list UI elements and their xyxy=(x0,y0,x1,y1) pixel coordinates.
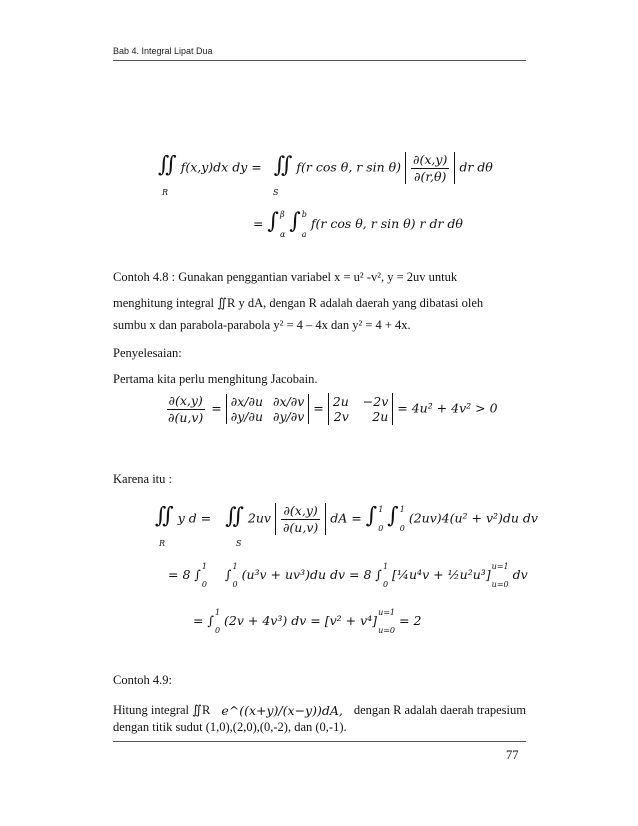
upper-limit: u=1 xyxy=(491,562,509,571)
example-4-9-integrand: e^((x+y)/(x−y))dA, xyxy=(221,703,343,718)
lower-limit: 0 xyxy=(201,579,207,589)
integral-symbol: ∫ xyxy=(224,567,232,583)
upper-limit: 1 xyxy=(399,504,405,514)
jacobian-denominator: ∂(r,θ) xyxy=(414,168,447,184)
evaluated-determinant xyxy=(328,393,394,425)
running-header: Bab 4. Integral Lipat Dua xyxy=(113,46,213,56)
polar-lhs-expression: f(x,y)dx dy = xyxy=(180,159,262,175)
calc-row-2 xyxy=(168,562,528,589)
polar-rhs-tail: dr dθ xyxy=(459,159,493,175)
upper-limit: b xyxy=(301,210,307,219)
equals-sign: = xyxy=(313,400,324,416)
jacobian-denominator: ∂(u,v) xyxy=(168,409,204,425)
karena-label: Karena itu : xyxy=(113,472,173,486)
region-subscript-r: R xyxy=(159,539,166,548)
integral-symbol: ∫ xyxy=(365,503,378,529)
upper-limit: 1 xyxy=(382,562,389,571)
double-integral-symbol: ∬ xyxy=(158,152,177,178)
polar-formula-line-1 xyxy=(158,152,493,184)
jacobian-equation xyxy=(164,393,498,425)
equals-sign: = xyxy=(211,400,222,416)
jacobian-numerator: ∂(x,y) xyxy=(283,503,318,518)
lower-limit: 0 xyxy=(232,579,238,589)
region-subscript-r: R xyxy=(162,188,169,197)
calc-row-3 xyxy=(193,608,421,635)
jacobian-intro: Pertama kita perlu menghitung Jacobain. xyxy=(113,372,318,386)
lower-limit: α xyxy=(279,229,286,239)
polar-line2-expression: f(r cos θ, r sin θ) r dr dθ xyxy=(310,216,463,232)
calc-row-1 xyxy=(155,503,538,535)
solution-label: Penyelesaian: xyxy=(113,346,182,360)
polar-jacobian xyxy=(405,152,455,184)
lower-limit: u=0 xyxy=(491,579,509,589)
example-4-8-line-2: menghitung integral ∬R y dA, dengan R adalah daerah yang dibatasi oleh xyxy=(113,296,484,310)
matrix-entry: 2u xyxy=(332,394,349,410)
example-4-8-line-1: Contoh 4.8 : Gunakan penggantian variabel x = u² -v², y = 2uv untuk xyxy=(113,270,458,284)
equals-sign: = xyxy=(253,216,264,232)
matrix-entry: ∂y/∂u xyxy=(230,409,264,425)
calc-expression: (u³v + uv³)du dv = 8 ∫ xyxy=(241,567,382,583)
double-integral-symbol: ∬ xyxy=(225,503,244,529)
page-number: 77 xyxy=(506,748,519,762)
lower-limit: 0 xyxy=(378,524,384,534)
calc-expression: [v² + v⁴] xyxy=(324,613,378,629)
jacobian-abs xyxy=(275,503,326,535)
region-subscript-s: S xyxy=(236,539,242,548)
partial-derivative-matrix xyxy=(226,394,310,424)
footer-rule xyxy=(113,741,526,742)
lower-limit: a xyxy=(301,229,307,239)
jacobian-result: = 4u² + 4v² > 0 xyxy=(397,400,498,416)
upper-limit: 1 xyxy=(201,562,207,571)
calc-expression: dv xyxy=(512,567,528,583)
example-4-9-label: Contoh 4.9: xyxy=(113,673,173,687)
lower-limit: 0 xyxy=(214,625,221,635)
calc-expression: dA = xyxy=(330,510,362,526)
matrix-entry: ∂x/∂v xyxy=(273,394,305,410)
upper-limit: β xyxy=(279,210,285,219)
integral-symbol: ∫ xyxy=(387,503,399,529)
upper-limit: 1 xyxy=(214,608,221,617)
lower-limit: 0 xyxy=(382,579,389,589)
calc-expression: (2uv)4(u² + v²)du dv xyxy=(408,510,538,526)
integral-symbol: ∫ xyxy=(289,209,301,235)
calc-expression: = 2 xyxy=(399,613,422,629)
calc-expression: y d = xyxy=(177,510,212,526)
double-integral-symbol: ∬ xyxy=(155,503,174,529)
double-integral-symbol: ∬ xyxy=(273,152,293,178)
example-4-8-line-3: sumbu x dan parabola-parabola y² = 4 – 4x dan y² = 4 + 4x. xyxy=(113,318,411,332)
example-4-9-line-2: dengan titik sudut (1,0),(2,0),(0,-2), dan (0,-1). xyxy=(113,720,347,734)
jacobian-numerator: ∂(x,y) xyxy=(413,152,448,167)
calc-expression: 2uv xyxy=(247,510,271,526)
upper-limit: 1 xyxy=(378,504,384,514)
calc-expression: (2v + 4v³) dv = xyxy=(224,613,321,629)
lower-limit: u=0 xyxy=(378,625,396,635)
lower-limit: 0 xyxy=(399,524,405,534)
matrix-entry: 2v xyxy=(333,409,349,425)
jacobian-denominator: ∂(u,v) xyxy=(282,519,319,535)
matrix-entry: −2v xyxy=(362,394,389,410)
region-subscript-s: S xyxy=(273,188,279,197)
polar-formula-line-2 xyxy=(253,210,463,239)
calc-expression: = ∫ xyxy=(193,613,214,629)
matrix-entry: 2u xyxy=(372,409,389,425)
polar-rhs-expression: f(r cos θ, r sin θ) xyxy=(296,159,402,175)
matrix-entry: ∂y/∂v xyxy=(273,409,305,425)
matrix-entry: ∂x/∂u xyxy=(230,394,264,410)
example-4-9-text: Hitung integral ∬R xyxy=(113,703,211,717)
header-rule xyxy=(113,60,526,61)
upper-limit: u=1 xyxy=(378,608,396,617)
integral-symbol: ∫ xyxy=(267,209,279,235)
example-4-9-text: dengan R adalah daerah trapesium xyxy=(353,703,526,717)
upper-limit: 1 xyxy=(232,562,238,571)
calc-expression: = 8 ∫ xyxy=(168,567,201,583)
calc-expression: [¼u⁴v + ½u²u³] xyxy=(392,567,491,583)
jacobian-numerator: ∂(x,y) xyxy=(168,393,203,408)
